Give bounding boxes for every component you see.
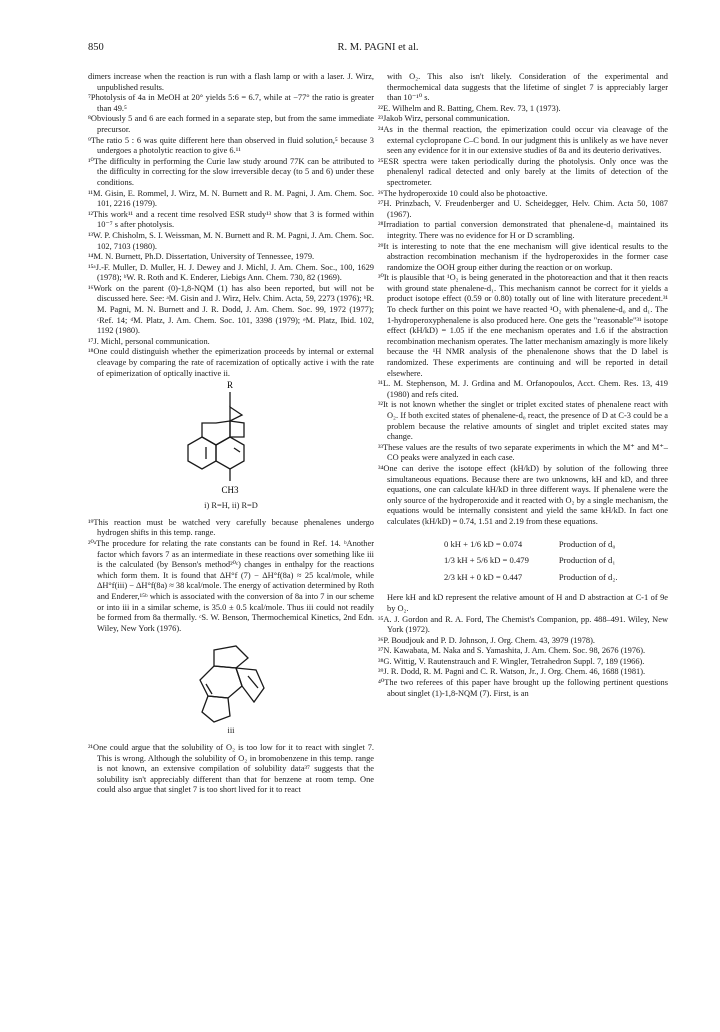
footnote: ¹⁰The difficulty in performing the Curie law study around 77K can be attributed to the difficulty in correcting for the slow irreversible decay (to 5 and 6) under these conditions. — [88, 156, 374, 187]
footnote: ¹⁶Work on the parent (0)-1,8-NQM (1) has also been reported, but will not be discussed here. See: ᵃM. Gisin and J. Wirz, Helv. Chim. Acta, 59, 2273 (1976); ᵇR. M. Pagni, M. N. Burnett and J. R. Dodd, J. Am. Chem. Soc. 99, 1972 (1977); ᶜRef. 14; ᵈM. Platz, J. Am. Chem. Soc. 101, 3398 (1979); ᵉM. Platz, Ibid. 102, 1192 (1980). — [88, 283, 374, 336]
structure-caption: i) R=H, ii) R=D — [204, 501, 258, 511]
footnote: ³⁸G. Wittig, V. Rautenstrauch and F. Wingler, Tetrahedron Suppl. 7, 189 (1966). — [378, 656, 645, 666]
right-column — [378, 72, 668, 699]
left-column — [88, 72, 374, 796]
footnote: ²⁹It is interesting to note that the ene mechanism will give identical results to the abstraction recombination mechanism if the hydroperoxides in the former case randomize the OOH group either during the reaction or on workup. — [378, 241, 668, 272]
footnote: ²⁶The hydroperoxide 10 could also be photoactive. — [378, 188, 548, 198]
equation-row — [440, 569, 622, 586]
equation-label: Production of d₀ — [558, 538, 616, 549]
footnote: ²³Jakob Wirz, personal communication. — [378, 114, 510, 124]
footnote: ¹²This work¹¹ and a recent time resolved ESR study¹³ show that 3 is formed within 10⁻⁷ s after photolysis. — [88, 209, 374, 230]
footnote: ²⁸Irradiation to partial conversion demonstrated that phenalene-d₁ maintained its integrity. There was no evidence for H or D scrambling. — [378, 220, 668, 240]
structure-i-ii-diagram — [166, 379, 296, 501]
structure-caption: iii — [227, 726, 235, 736]
equation-row — [440, 552, 622, 569]
footnote: ¹¹M. Gisin, E. Rommel, J. Wirz, M. N. Burnett and R. M. Pagni, J. Am. Chem. Soc. 101, 2216 (1979). — [88, 188, 374, 209]
footnote: ³⁰It is plausible that ¹O₂ is being generated in the photoreaction and that it then reacts with ground state phenalene-d₁. This mechanism cannot be correct for it yields a product isotope effect (0.59 or 0.80) totally out of line with literature precedent.³¹ To check further on this point we have reacted ¹O₂ with phenalene-d₀ and d₁. The 1-hydroperoxyphenalene is also produced here. One gets the "reasonable"³¹ isotope effect (kH/kD) = 1.05 if the ene mechanism operates and 1.6 if the abstraction recombination mechanism operates. The latter mechanism amazingly is more likely because the ¹H NMR analysis of the phenalenone shows that the D label is randomized. These experiments are continuing and will be reported in detail elsewhere. — [378, 273, 668, 378]
running-head: R. M. PAGNI et al. — [337, 42, 419, 53]
footnote: ³⁴One can derive the isotope effect (kH/kD) by solution of the following three simultaneous equations. Because there are two unknowns, kH and kD, and three equations, one can calculate kH/kD in three different ways. If phenalene were the only source of the hydroperoxide and it reacted with O₂ by a single mechanism, the equations would be internally consistent and yield the same kH/kD. In fact one calculates (kH/kD) = 0.74, 1.51 and 2.19 from these equations. — [378, 463, 668, 526]
footnote-continued: Here kH and kD represent the relative amount of H and D abstraction at C-1 of 9e by O₂. — [387, 593, 668, 613]
equation-label: Production of d₁ — [558, 555, 616, 566]
structure-label-ch3: CH3 — [221, 485, 239, 496]
equation-label: Production of d₂. — [558, 571, 618, 582]
equation: 2/3 kH + 0 kD = 0.447 — [444, 571, 523, 582]
footnote: ¹⁵ᵃJ.-F. Muller, D. Muller, H. J. Dewey and J. Michl, J. Am. Chem. Soc., 100, 1629 (1978); ᵇW. R. Roth and K. Enderer, Liebigs Ann. Chem. 730, 82 (1969). — [88, 262, 374, 283]
equation: 0 kH + 1/6 kD = 0.074 — [444, 538, 523, 549]
footnote: ⁸Obviously 5 and 6 are each formed in a separate step, but from the same immediate precursor. — [88, 114, 374, 134]
footnote: ³³These values are the results of two separate experiments in which the M⁺ and M⁺–CO peaks were analyzed in each case. — [378, 442, 668, 463]
footnote: ¹⁹This reaction must be watched very carefully because phenalenes undergo hydrogen shifts in this temp. range. — [88, 517, 374, 538]
footnote: ¹⁸One could distinguish whether the epimerization proceeds by internal or external cleavage by comparing the rate of racemization of optically active i with the rate of epimerization of optically inactive ii. — [88, 347, 374, 378]
footnote: ²²E. Wilhelm and R. Batting, Chem. Rev. 73, 1 (1973). — [378, 103, 561, 113]
footnote: ⁹The ratio 5 : 6 was quite different here than observed in fluid solution,⁵ because 3 undergoes a photolytic reaction to give 6.¹¹ — [88, 135, 374, 156]
page-header — [88, 42, 668, 56]
footnote: ³⁵A. J. Gordon and R. A. Ford, The Chemist's Companion, pp. 488–491. Wiley, New York (1972). — [378, 614, 668, 635]
equation: 1/3 kH + 5/6 kD = 0.479 — [444, 555, 529, 566]
footnote: ³⁹J. R. Dodd, R. M. Pagni and C. R. Watson, Jr., J. Org. Chem. 46, 1688 (1981). — [378, 667, 646, 677]
footnote: ³⁷N. Kawabata, M. Naka and S. Yamashita, J. Am. Chem. Soc. 98, 2676 (1976). — [378, 646, 646, 656]
footnote: ²⁴As in the thermal reaction, the epimerization could occur via cleavage of the external cyclopropane C–C bond. In our judgment this is unlikely as we have never seen any evidence for it in our extensive studies of 8a and its deuterio derivatives. — [378, 124, 668, 156]
footnote: ³¹L. M. Stephenson, M. J. Grdina and M. Orfanopoulos, Acct. Chem. Res. 13, 419 (1980) and refs cited. — [378, 379, 668, 399]
footnote: ³²It is not known whether the singlet or triplet excited states of phenalene react with O₂. If both excited states of phenalene-d₀ react, the presence of D at C-3 could be a problem because the relative amounts of singlet and triplet excited states may change. — [378, 400, 668, 442]
structure-iii-diagram — [176, 640, 286, 726]
footnote: ²⁵ESR spectra were taken periodically during the photolysis. Only once was the phenalenyl radical detected and only barely at the limits of detection of the spectrometer. — [378, 156, 668, 187]
footnote: ³⁶P. Boudjouk and P. D. Johnson, J. Org. Chem. 43, 3979 (1978). — [378, 635, 595, 645]
footnote: ²⁷H. Prinzbach, V. Freudenberger and U. Scheidegger, Helv. Chim. Acta 50, 1087 (1967). — [378, 199, 668, 219]
footnote: dimers increase when the reaction is run with a flash lamp or with a laser. J. Wirz, unpublished results. — [88, 72, 374, 92]
footnote: ¹⁴M. N. Burnett, Ph.D. Dissertation, University of Tennessee, 1979. — [88, 252, 315, 262]
footnote: ²¹One could argue that the solubility of O₂ is too low for it to react with singlet 7. This is wrong. Although the solubility of O₂ in bromobenzene in this temp. range is not known, an extensive compilation of solubility data³⁷ suggests that the solubility isn't appreciably different than that for benzene at room temp. One could also argue that singlet 7 is too short lived for it to react — [88, 742, 374, 795]
footnote: ¹³W. P. Chisholm, S. I. Weissman, M. N. Burnett and R. M. Pagni, J. Am. Chem. Soc. 102, 7103 (1980). — [88, 230, 374, 251]
page-number: 850 — [88, 42, 104, 53]
footnote: ¹⁷J. Michl, personal communication. — [88, 336, 210, 346]
footnote: ⁷Photolysis of 4a in MeOH at 20° yields 5:6 = 6.7, while at −77° the ratio is greater than 49.⁵ — [88, 93, 374, 113]
equation-row — [440, 536, 622, 553]
equation-block — [440, 536, 622, 586]
structure-label-r: R — [226, 380, 234, 391]
footnote-continued: with O₂. This also isn't likely. Consideration of the experimental and thermochemical data suggests that the lifetime of singlet 7 is appreciably larger than 10⁻¹⁰ s. — [387, 72, 668, 103]
footnote: ²⁰ᵃThe procedure for relating the rate constants can be found in Ref. 14. ᵇAnother factor which favors 7 as an intermediate in these reactions over something like iii is the calculated (by Benson's method²⁰ᶜ) changes in enthalpy for the reactions which form them. It is found that ΔH°f (7) − ΔH°f(8a) ≈ 25 kcal/mole, while ΔH°f(iii) − ΔH°f(8a) ≈ 38 kcal/mole. The energy of activation determined by Roth and Enderer,¹⁵ᵇ which is associated with the conversion of 8a into 7 in our scheme or into iii in a similar scheme, is 35.0 ± 0.5 kcal/mole. Thus iii could not readily be formed from 8a thermally. ᶜS. W. Benson, Thermochemical Kinetics, 2nd Edn. Wiley, New York (1976). — [88, 539, 374, 633]
footnote: ⁴⁰The two referees of this paper have brought up the following pertinent questions about singlet (1)-1,8-NQM (7). First, is an — [378, 678, 668, 698]
